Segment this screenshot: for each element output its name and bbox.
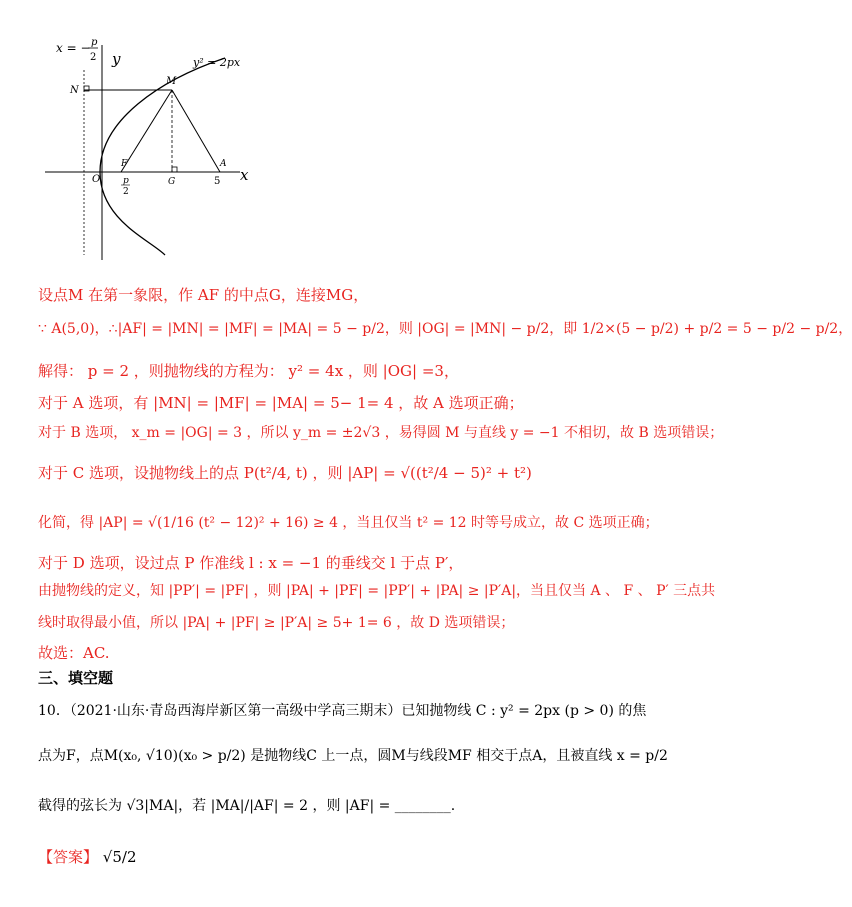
F-p-label: p [123, 176, 129, 186]
solution-line-9: 由抛物线的定义，知 |PP′| = |PF| ，则 |PA| + |PF| = |PP′| + |PA| ≥ |P′A|，当且仅当 A 、 F 、 P′ 三点共 [38, 583, 716, 599]
MA-segment [172, 90, 220, 172]
A-label: A [220, 159, 227, 169]
solution-line-5: 对于 B 选项， x_m = |OG| = 3 ，所以 y_m = ±2√3 ，易得圆 M 与直线 y = −1 不相切，故 B 选项错误； [38, 425, 724, 441]
problem-line-1: 10．（2021·山东·青岛西海岸新区第一高级中学高三期末）已知抛物线 C : y² = 2px (p > 0) 的焦 [38, 703, 647, 719]
five-label: 5 [214, 176, 221, 187]
solution-line-2: ∵ A(5,0)，∴|AF| = |MN| = |MF| = |MA| = 5 − p/2，则 |OG| = |MN| − p/2，即 1/2×(5 − p/2) + p/2 = 5 − p/2 − p/2， [38, 321, 852, 337]
G-label: G [168, 177, 176, 187]
O-label: O [92, 174, 101, 185]
x-axis-label: x [240, 166, 249, 184]
answer-label: 【答案】 [38, 848, 99, 866]
MF-segment [121, 90, 172, 172]
solution-line-4: 对于 A 选项，有 |MN| = |MF| = |MA| = 5− 1= 4 ，故 A 选项正确； [38, 394, 524, 412]
directrix-2: 2 [90, 52, 97, 63]
F-2-label: 2 [123, 187, 129, 197]
answer-value: √5/2 [102, 848, 137, 866]
parabola-curve [100, 58, 225, 255]
problem-line-2: 点为F，点M(x₀, √10)(x₀ > p/2) 是抛物线C 上一点，圆M与线段MF 相交于点A，且被直线 x = p/2 [38, 748, 668, 764]
N-label: N [70, 85, 79, 96]
solution-line-10: 线时取得最小值，所以 |PA| + |PF| ≥ |P′A| ≥ 5+ 1= 6 ，故 D 选项错误； [38, 615, 515, 631]
solution-line-3: 解得： p = 2 ，则抛物线的方程为： y² = 4x ，则 |OG| =3， [38, 362, 459, 380]
solution-line-7: 化简，得 |AP| = √(1/16 (t² − 12)² + 16) ≥ 4 ，当且仅当 t² = 12 时等号成立，故 C 选项正确； [38, 515, 659, 531]
problem-line-3: 截得的弦长为 √3|MA|，若 |MA|/|AF| = 2 ，则 |AF| = ________. [38, 798, 456, 814]
directrix-label: x = − [56, 41, 91, 55]
solution-line-1: 设点M 在第一象限，作 AF 的中点G，连接MG， [38, 286, 369, 304]
F-label: F [121, 159, 128, 169]
solution-line-11: 故选：AC. [38, 644, 110, 662]
answer-row [38, 846, 137, 867]
parabola-figure [0, 0, 642, 270]
directrix-p: p [91, 37, 98, 48]
M-label: M [166, 76, 177, 87]
solution-line-8: 对于 D 选项，设过点 P 作准线 l : x = −1 的垂线交 l 于点 P′， [38, 554, 464, 572]
y-axis-label: y [112, 50, 121, 68]
curve-label: y² = 2px [193, 56, 241, 69]
solution-line-6: 对于 C 选项，设抛物线上的点 P(t²/4, t) ，则 |AP| = √((t²/4 − 5)² + t²) [38, 464, 532, 482]
section-title: 三、填空题 [38, 669, 114, 687]
